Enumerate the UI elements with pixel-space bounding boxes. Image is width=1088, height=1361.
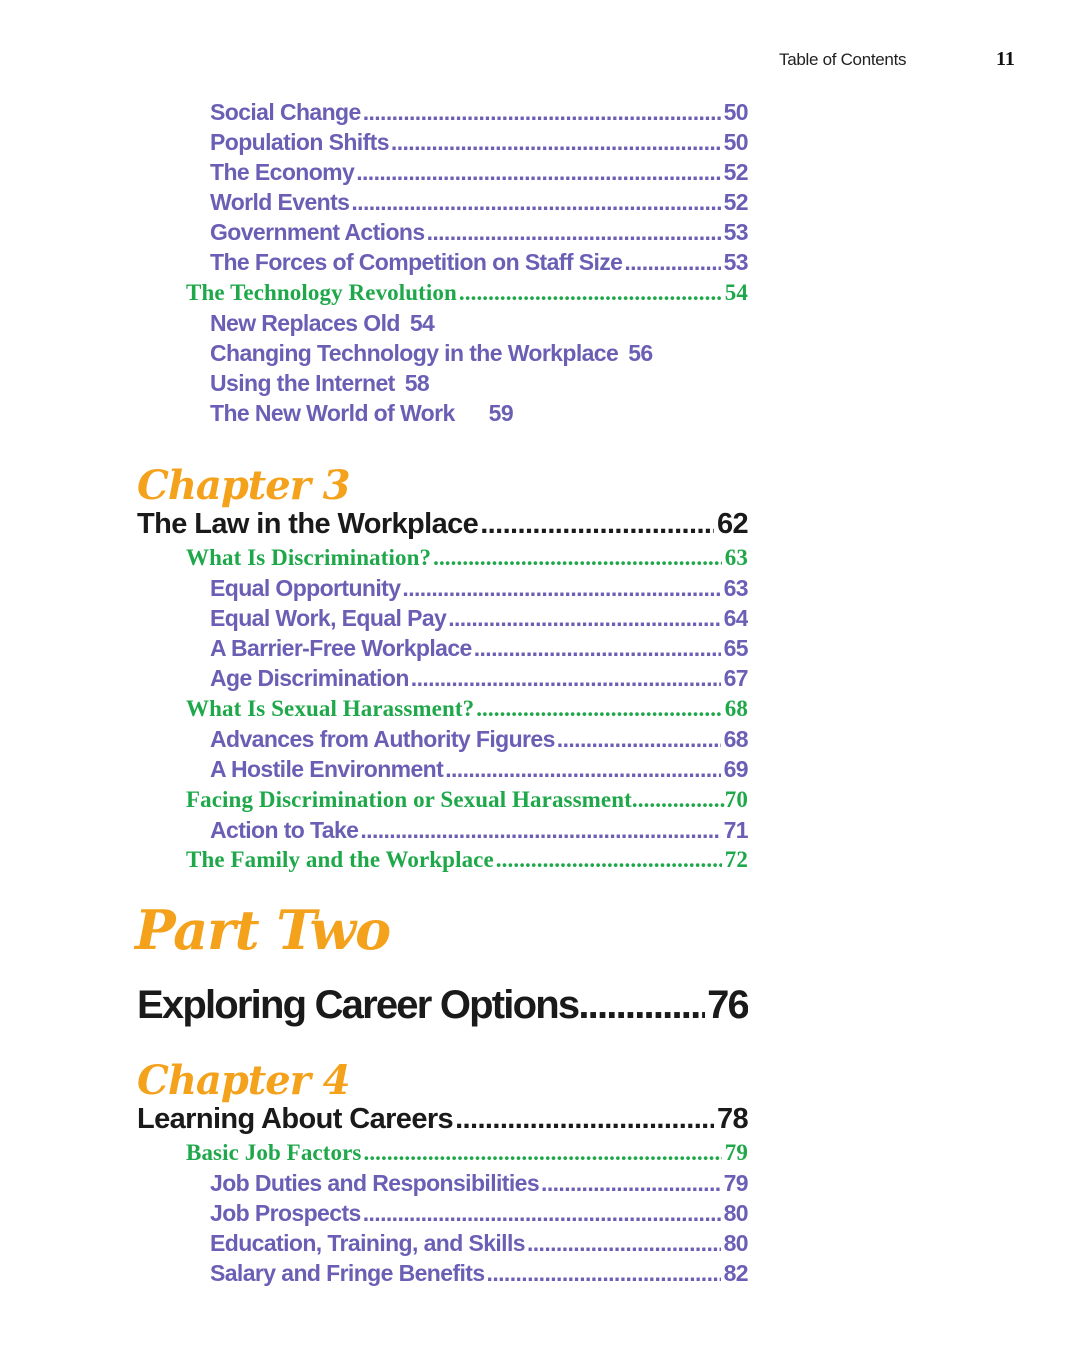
toc-entry-new-world-of-work[interactable]	[210, 400, 748, 430]
toc-entry-page: 82	[723, 1260, 748, 1286]
toc-entry-title: World Events	[210, 189, 350, 215]
toc-entry-page: 59	[488, 400, 514, 426]
part-title: Exploring Career Options	[137, 983, 579, 1027]
toc-section-page: 79	[724, 1140, 748, 1165]
toc-entry-action-to-take[interactable]	[210, 817, 748, 847]
toc-entry-title: Action to Take	[210, 817, 359, 843]
toc-entry-title: Job Prospects	[210, 1200, 361, 1226]
toc-leader	[496, 847, 722, 873]
toc-entry-title: The Economy	[210, 159, 355, 185]
chapter-page: 62	[716, 508, 748, 540]
toc-leader	[578, 983, 705, 1028]
toc-section-what-is-discrimination[interactable]	[186, 545, 748, 575]
toc-leader	[632, 787, 725, 813]
toc-entry-page: 69	[723, 756, 748, 782]
toc-section-basic-job-factors[interactable]	[186, 1140, 748, 1170]
toc-entry-changing-technology[interactable]	[210, 340, 748, 370]
toc-section-page: 54	[724, 280, 748, 305]
toc-leader	[356, 159, 720, 186]
toc-entry-page: 50	[723, 129, 748, 155]
header-page-number: 11	[996, 48, 1015, 70]
toc-leader	[363, 99, 721, 126]
part-page: 76	[707, 983, 748, 1027]
toc-entry-equal-opportunity[interactable]	[210, 575, 748, 605]
toc-entry-page: 67	[723, 665, 748, 691]
toc-entry-title: Changing Technology in the Workplace	[210, 340, 619, 366]
toc-section-family-workplace[interactable]	[186, 847, 748, 877]
toc-leader	[433, 545, 722, 571]
toc-leader	[541, 1170, 721, 1197]
toc-entry-the-economy[interactable]	[210, 159, 748, 189]
toc-entry-education-training[interactable]	[210, 1230, 748, 1260]
toc-leader	[351, 189, 720, 216]
toc-entry-title: The New World of Work	[210, 400, 455, 426]
toc-leader	[360, 817, 720, 844]
toc-entry-title: Age Discrimination	[210, 665, 409, 691]
chapter-title: Learning About Careers	[137, 1103, 454, 1135]
toc-section-facing-discrimination[interactable]	[186, 787, 748, 817]
toc-entry-social-change[interactable]	[210, 99, 748, 129]
toc-leader	[363, 1140, 721, 1166]
toc-section-technology-revolution[interactable]	[186, 280, 748, 310]
toc-entry-advances-authority[interactable]	[210, 726, 748, 756]
toc-section-sexual-harassment[interactable]	[186, 696, 748, 726]
toc-leader	[459, 280, 722, 306]
toc-leader	[411, 665, 721, 692]
toc-entry-page: 56	[628, 340, 653, 366]
toc-leader	[391, 129, 721, 156]
toc-entry-title: Equal Opportunity	[210, 575, 401, 601]
toc-entry-page: 71	[723, 817, 748, 843]
toc-entry-page: 79	[723, 1170, 748, 1196]
toc-section-title: What Is Discrimination?	[186, 545, 432, 570]
toc-entry-barrier-free-workplace[interactable]	[210, 635, 748, 665]
toc-entry-title: Education, Training, and Skills	[210, 1230, 525, 1256]
toc-entry-forces-of-competition[interactable]	[210, 249, 748, 279]
toc-leader	[480, 508, 714, 541]
toc-entry-hostile-environment[interactable]	[210, 756, 748, 786]
toc-entry-age-discrimination[interactable]	[210, 665, 748, 695]
toc-entry-using-the-internet[interactable]	[210, 370, 748, 400]
toc-entry-title: Advances from Authority Figures	[210, 726, 555, 752]
toc-entry-title: Social Change	[210, 99, 361, 125]
toc-entry-page: 52	[723, 159, 748, 185]
chapter-3-label: Chapter 3	[137, 462, 350, 509]
chapter-title: The Law in the Workplace	[137, 508, 479, 540]
toc-section-title: The Family and the Workplace	[186, 847, 494, 872]
toc-entry-page: 64	[723, 605, 748, 631]
toc-entry-page: 68	[723, 726, 748, 752]
toc-entry-page: 65	[723, 635, 748, 661]
chapter-page: 78	[716, 1103, 748, 1135]
toc-entry-page: 63	[723, 575, 748, 601]
toc-leader	[448, 605, 720, 632]
toc-entry-title: The Forces of Competition on Staff Size	[210, 249, 623, 275]
toc-leader	[427, 219, 721, 246]
toc-entry-title: A Hostile Environment	[210, 756, 444, 782]
toc-entry-page: 80	[723, 1230, 748, 1256]
chapter-4-title-entry[interactable]	[137, 1103, 748, 1141]
toc-entry-title: Equal Work, Equal Pay	[210, 605, 447, 631]
toc-entry-title: Job Duties and Responsibilities	[210, 1170, 540, 1196]
toc-leader	[487, 1260, 721, 1287]
toc-entry-title: Using the Internet	[210, 370, 395, 396]
toc-entry-page: 58	[404, 370, 430, 396]
toc-entry-equal-work-equal-pay[interactable]	[210, 605, 748, 635]
toc-section-page: 72	[724, 847, 748, 872]
toc-entry-job-prospects[interactable]	[210, 1200, 748, 1230]
toc-leader	[363, 1200, 721, 1227]
toc-section-title: Facing Discrimination or Sexual Harassment	[186, 787, 632, 812]
toc-entry-population-shifts[interactable]	[210, 129, 748, 159]
toc-entry-title: Population Shifts	[210, 129, 389, 155]
toc-entry-job-duties[interactable]	[210, 1170, 748, 1200]
header-title: Table of Contents	[779, 50, 907, 69]
toc-section-page: 70	[724, 787, 748, 812]
toc-leader	[455, 1103, 714, 1136]
toc-entry-title: A Barrier-Free Workplace	[210, 635, 472, 661]
toc-leader	[527, 1230, 721, 1257]
toc-entry-page: 52	[723, 189, 748, 215]
chapter-4-label: Chapter 4	[137, 1057, 350, 1104]
part-two-label: Part Two	[135, 898, 391, 962]
toc-leader	[402, 575, 720, 602]
toc-entry-title: Salary and Fringe Benefits	[210, 1260, 485, 1286]
toc-leader	[557, 726, 721, 753]
toc-entry-salary-benefits[interactable]	[210, 1260, 748, 1290]
toc-entry-page: 80	[723, 1200, 748, 1226]
toc-leader	[476, 696, 722, 722]
toc-leader	[445, 756, 720, 783]
toc-entry-title: New Replaces Old	[210, 310, 400, 336]
toc-section-title: The Technology Revolution	[186, 280, 457, 305]
toc-entry-page: 53	[723, 249, 748, 275]
toc-entry-page: 53	[723, 219, 748, 245]
toc-section-page: 63	[724, 545, 748, 570]
toc-leader	[624, 249, 720, 276]
toc-entry-government-actions[interactable]	[210, 219, 748, 249]
toc-entry-page: 54	[409, 310, 435, 336]
toc-section-title: What Is Sexual Harassment?	[186, 696, 475, 721]
toc-section-page: 68	[724, 696, 748, 721]
chapter-3-title-entry[interactable]	[137, 508, 748, 546]
toc-section-title: Basic Job Factors	[186, 1140, 362, 1165]
part-two-title-entry[interactable]	[137, 983, 748, 1035]
toc-entry-world-events[interactable]	[210, 189, 748, 219]
toc-entry-new-replaces-old[interactable]	[210, 310, 748, 340]
toc-entry-page: 50	[723, 99, 748, 125]
toc-entry-title: Government Actions	[210, 219, 425, 245]
toc-leader	[474, 635, 721, 662]
